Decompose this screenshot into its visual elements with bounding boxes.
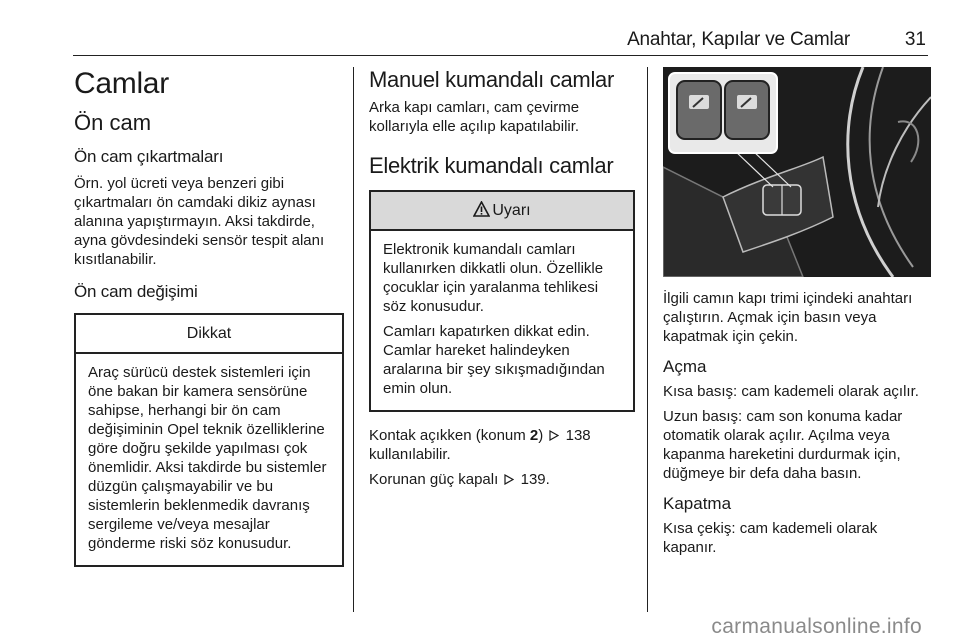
paragraph-stickers: Örn. yol ücreti veya benzeri gibi çıkartmaları ön camdaki dikiz aynası alanına yapıştırmayın. Aksi takdirde, ayna gövdesindeki sensör tespit alanı kısıtlanabilir. xyxy=(74,175,325,268)
paragraph-open-long: Uzun basış: cam son konuma kadar otomatik olarak açılır. Açılma veya kapanma hareketini durdurmak için, düğmeye bir defa daha basın. xyxy=(663,408,903,482)
paragraph-manual-windows: Arka kapı camları, cam çevirme kollarıyla elle açılıp kapatılabilir. xyxy=(369,99,580,135)
retained-text-a: Korunan güç kapalı xyxy=(369,471,503,488)
heading-power-windows: Elektrik kumandalı camlar xyxy=(369,153,614,178)
column-divider-2 xyxy=(647,67,648,612)
column-divider-1 xyxy=(353,67,354,612)
column-2 xyxy=(369,60,635,489)
heading-manual-windows: Manuel kumandalı camlar xyxy=(369,67,614,92)
ignition-position: 2 xyxy=(529,427,539,444)
heading-opening: Açma xyxy=(663,357,707,376)
notice-title: Dikkat xyxy=(76,315,342,354)
warning-paragraph-2: Camları kapatırken dikkat edin. Camlar hareket halindeyken aralarına bir şey sıkışmadığından emin olun. xyxy=(383,323,605,397)
paragraph-open-short: Kısa basış: cam kademeli olarak açılır. xyxy=(663,383,919,400)
notice-body xyxy=(76,354,342,565)
retained-text-b: 139. xyxy=(516,471,550,488)
door-window-switch-illustration xyxy=(663,67,931,277)
column-3 xyxy=(663,60,931,557)
page-header xyxy=(0,0,960,60)
heading-windscreen-replacement: Ön cam değişimi xyxy=(74,282,198,301)
chapter-title: Anahtar, Kapılar ve Camlar xyxy=(627,29,850,50)
warning-title: Uyarı xyxy=(492,202,531,219)
heading-closing: Kapatma xyxy=(663,494,732,513)
warning-triangle-icon xyxy=(473,201,490,217)
watermark: carmanualsonline.info xyxy=(711,615,922,638)
ignition-text-d: 138 kullanılabilir. xyxy=(369,427,591,463)
cross-reference-arrow-icon[interactable] xyxy=(549,430,559,441)
subsection-title-windscreen: Ön cam xyxy=(74,110,152,135)
ignition-text-c: ) xyxy=(538,427,548,444)
notice-box xyxy=(74,313,344,567)
paragraph-switch-intro: İlgili camın kapı trimi içindeki anahtarı çalıştırın. Açmak için basın veya kapatmak için çekin. xyxy=(663,290,913,345)
ignition-text-a: Kontak açıkken (konum xyxy=(369,427,530,444)
heading-windscreen-stickers: Ön cam çıkartmaları xyxy=(74,147,224,166)
header-rule xyxy=(73,55,928,56)
column-1 xyxy=(74,60,344,567)
paragraph-close-short: Kısa çekiş: cam kademeli olarak kapanır. xyxy=(663,520,878,556)
section-title-windows: Camlar xyxy=(74,67,169,100)
paragraph-retained-power xyxy=(369,470,635,489)
cross-reference-arrow-icon[interactable] xyxy=(504,474,514,485)
warning-box xyxy=(369,190,635,412)
warning-body xyxy=(371,231,633,410)
page-number: 31 xyxy=(904,29,926,50)
paragraph-ignition xyxy=(369,426,635,464)
warning-paragraph-1: Elektronik kumandalı camları kullanırken dikkatli olun. Özellikle çocuklar için yaralanma tehlikesi söz konusudur. xyxy=(383,241,604,315)
notice-text: Araç sürücü destek sistemleri için öne bakan bir kamera sensörüne sahipse, herhangi bir ön cam değişiminin Opel teknik özelliklerine göre doğru şekilde yapılması çok önemlidir. Aksi takdirde bu sistemler düzgün çalışmayabilir ve bu sistemlerin beklenmedik davranış sergileme ve/veya mesajlar gönderme riski söz konusudur. xyxy=(88,364,327,552)
warning-header xyxy=(371,192,633,231)
